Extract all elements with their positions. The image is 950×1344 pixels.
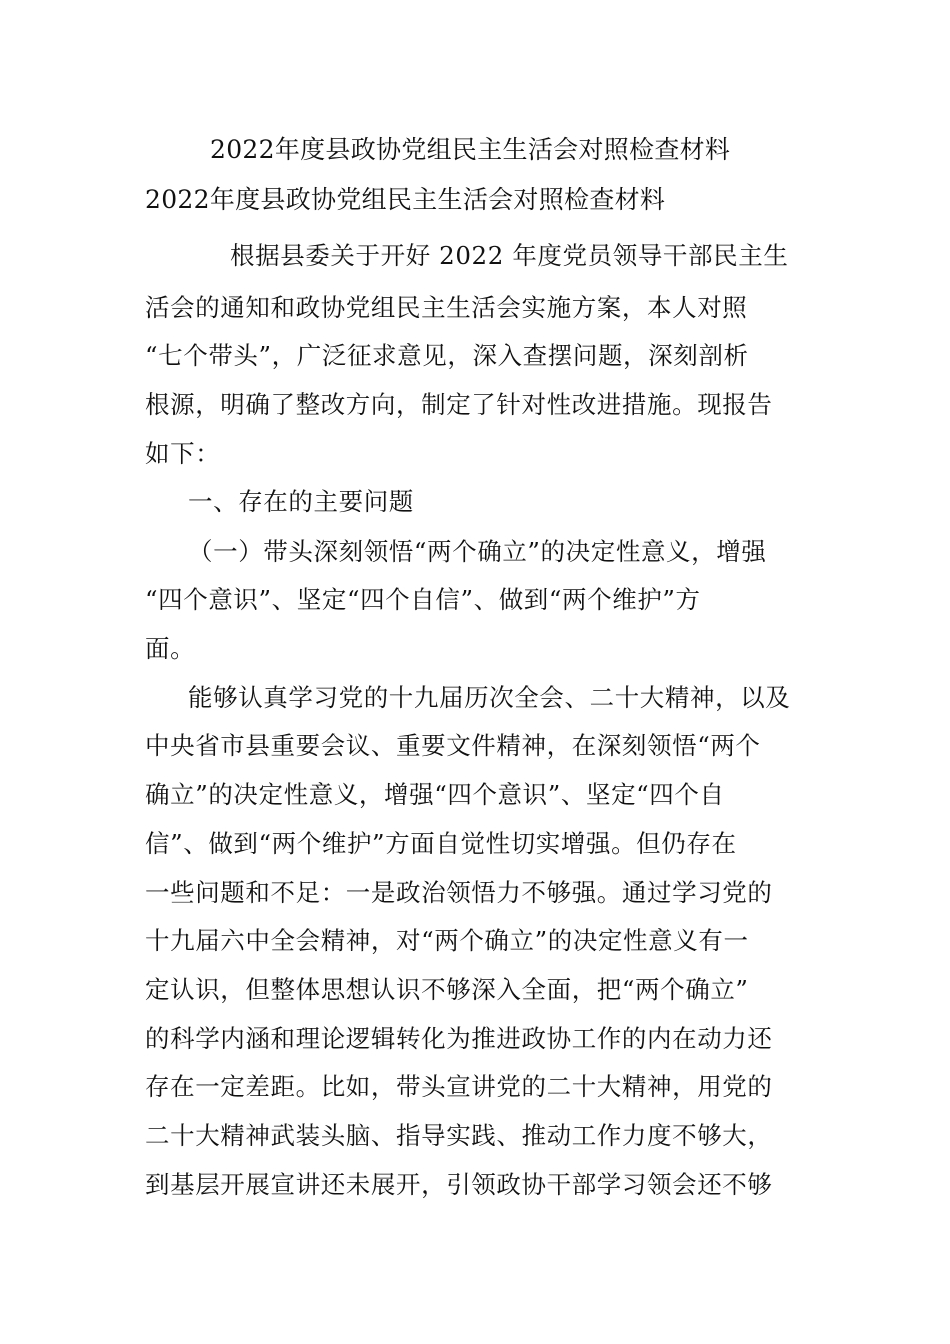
paragraph-line: 二十大精神武装头脑、指导实践、推动工作力度不够大， (145, 1121, 773, 1150)
paragraph-line: 存在一定差距。比如，带头宣讲党的二十大精神，用党的 (145, 1072, 773, 1101)
paragraph-line: 根源，明确了整改方向，制定了针对性改进措施。现报告 (145, 390, 773, 419)
subsection-heading-line: “四个意识”、坚定“四个自信”、做到“两个维护”方 (145, 585, 701, 614)
subsection-heading-line: 面。 (145, 634, 196, 663)
paragraph-line: 十九届六中全会精神，对“两个确立”的决定性意义有一 (145, 926, 749, 955)
paragraph-line: 活会的通知和政协党组民主生活会实施方案，本人对照 (145, 293, 748, 322)
paragraph-line: 一些问题和不足：一是政治领悟力不够强。通过学习党的 (145, 878, 773, 907)
paragraph-line: 根据县委关于开好 2022 年度党员领导干部民主生 (230, 241, 789, 270)
document-title-repeated: 2022年度县政协党组民主生活会对照检查材料 (145, 185, 666, 214)
document-title-centered: 2022年度县政协党组民主生活会对照检查材料 (210, 135, 731, 164)
paragraph-line: 中央省市县重要会议、重要文件精神，在深刻领悟“两个 (145, 731, 761, 760)
paragraph-line: 如下： (145, 439, 221, 468)
paragraph-line: 信”、做到“两个维护”方面自觉性切实增强。但仍存在 (145, 829, 737, 858)
paragraph-line: 能够认真学习党的十九届历次全会、二十大精神，以及 (188, 683, 791, 712)
paragraph-line: “七个带头”，广泛征求意见，深入查摆问题，深刻剖析 (145, 341, 749, 370)
section-heading: 一、存在的主要问题 (188, 487, 414, 516)
paragraph-line: 到基层开展宣讲还未展开，引领政协干部学习领会还不够 (145, 1170, 773, 1199)
paragraph-line: 定认识，但整体思想认识不够深入全面，把“两个确立” (145, 975, 749, 1004)
paragraph-line: 的科学内涵和理论逻辑转化为推进政协工作的内在动力还 (145, 1024, 773, 1053)
subsection-heading-line: （一）带头深刻领悟“两个确立”的决定性意义，增强 (188, 537, 767, 566)
paragraph-line: 确立”的决定性意义，增强“四个意识”、坚定“四个自 (145, 780, 725, 809)
